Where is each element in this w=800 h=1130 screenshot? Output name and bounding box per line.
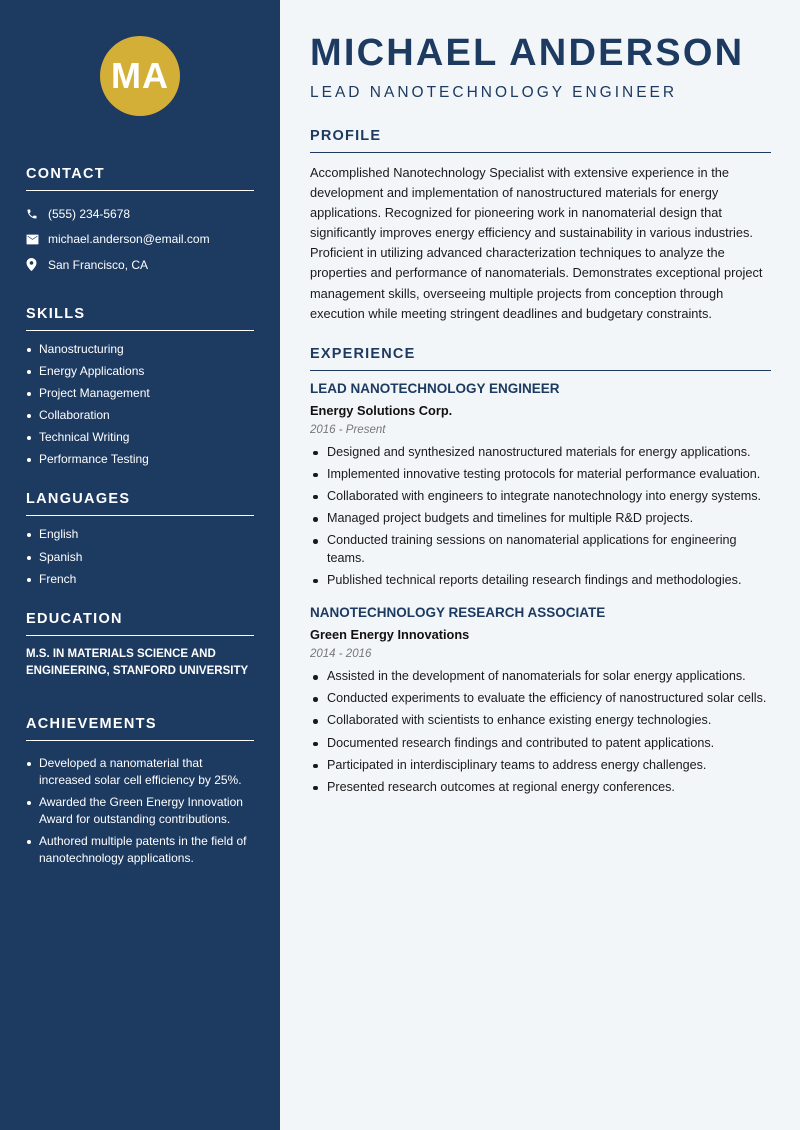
achievements-list bbox=[26, 755, 254, 867]
list-item: Project Management bbox=[26, 385, 254, 402]
languages-heading: LANGUAGES bbox=[26, 491, 254, 516]
education-degree: M.S. IN MATERIALS SCIENCE AND ENGINEERING, STANFORD UNIVERSITY bbox=[26, 647, 249, 677]
contact-list bbox=[26, 201, 254, 278]
list-item: Collaborated with scientists to enhance existing energy technologies. bbox=[310, 712, 771, 730]
profile-text: Accomplished Nanotechnology Specialist with extensive experience in the development and implementation of nanostructured materials for energy applications. Recognized for pioneering work in nanomaterial design that significantly improves energy efficiency and sustainability in various industries. Proficient in utilizing advanced characterization techniques to analyze the properties and performance of nanomaterials. Demonstrates exceptional project management skills, overseeing multiple projects from conception through execution while meeting stringent deadlines and budgetary constraints. bbox=[310, 165, 763, 321]
achievements-section bbox=[26, 716, 254, 867]
skills-heading: SKILLS bbox=[26, 306, 254, 331]
list-item: Collaborated with engineers to integrate nanotechnology into energy systems. bbox=[310, 488, 771, 506]
contact-phone bbox=[26, 201, 254, 227]
email-text: michael.anderson@email.com bbox=[48, 232, 210, 247]
job-dates: 2016 - Present bbox=[310, 423, 386, 436]
list-item: Assisted in the development of nanomaterials for solar energy applications. bbox=[310, 668, 771, 686]
list-item: Published technical reports detailing research findings and methodologies. bbox=[310, 572, 771, 590]
list-item: Documented research findings and contributed to patent applications. bbox=[310, 735, 771, 753]
sidebar bbox=[0, 0, 280, 1130]
job-entry bbox=[310, 605, 771, 796]
email-icon bbox=[26, 234, 48, 245]
avatar bbox=[100, 36, 180, 116]
skills-list bbox=[26, 341, 254, 469]
achievements-heading: ACHIEVEMENTS bbox=[26, 716, 254, 741]
list-item: French bbox=[26, 571, 254, 588]
list-item: Technical Writing bbox=[26, 429, 254, 446]
main-content bbox=[280, 0, 800, 1130]
list-item: Authored multiple patents in the field of nanotechnology applications. bbox=[26, 833, 254, 867]
job-role: LEAD NANOTECHNOLOGY ENGINEER bbox=[310, 380, 560, 396]
avatar-initials: MA bbox=[111, 55, 169, 96]
profile-heading: PROFILE bbox=[310, 128, 771, 153]
list-item: Presented research outcomes at regional energy conferences. bbox=[310, 779, 771, 797]
education-section bbox=[26, 611, 254, 680]
location-text: San Francisco, CA bbox=[48, 257, 149, 272]
profile-section bbox=[310, 128, 771, 324]
list-item: Conducted training sessions on nanomaterial applications for engineering teams. bbox=[310, 532, 771, 567]
candidate-name: MICHAEL ANDERSON bbox=[310, 32, 745, 74]
languages-list bbox=[26, 526, 254, 587]
job-bullets bbox=[310, 444, 771, 589]
list-item: Spanish bbox=[26, 549, 254, 566]
location-pin-icon bbox=[26, 258, 48, 271]
list-item: Designed and synthesized nanostructured materials for energy applications. bbox=[310, 444, 771, 462]
list-item: English bbox=[26, 526, 254, 543]
contact-email bbox=[26, 227, 254, 253]
skills-section bbox=[26, 306, 254, 469]
job-bullets bbox=[310, 668, 771, 796]
list-item: Collaboration bbox=[26, 407, 254, 424]
list-item: Managed project budgets and timelines for multiple R&D projects. bbox=[310, 510, 771, 528]
candidate-title: LEAD NANOTECHNOLOGY ENGINEER bbox=[310, 84, 678, 101]
experience-section bbox=[310, 346, 771, 796]
job-company: Energy Solutions Corp. bbox=[310, 402, 453, 418]
list-item: Conducted experiments to evaluate the efficiency of nanostructured solar cells. bbox=[310, 690, 771, 708]
phone-icon bbox=[26, 208, 48, 220]
job-entry bbox=[310, 381, 771, 589]
list-item: Performance Testing bbox=[26, 451, 254, 468]
list-item: Participated in interdisciplinary teams to address energy challenges. bbox=[310, 757, 771, 775]
contact-location bbox=[26, 252, 254, 278]
list-item: Energy Applications bbox=[26, 363, 254, 380]
job-dates: 2014 - 2016 bbox=[310, 648, 372, 661]
contact-heading: CONTACT bbox=[26, 166, 254, 191]
list-item: Nanostructuring bbox=[26, 341, 254, 358]
contact-section bbox=[26, 166, 254, 278]
experience-heading: EXPERIENCE bbox=[310, 346, 771, 371]
languages-section bbox=[26, 491, 254, 587]
phone-text: (555) 234-5678 bbox=[48, 206, 131, 221]
list-item: Developed a nanomaterial that increased solar cell efficiency by 25%. bbox=[26, 755, 254, 789]
job-role: NANOTECHNOLOGY RESEARCH ASSOCIATE bbox=[310, 605, 606, 621]
list-item: Implemented innovative testing protocols for material performance evaluation. bbox=[310, 466, 771, 484]
list-item: Awarded the Green Energy Innovation Award for outstanding contributions. bbox=[26, 794, 254, 828]
education-heading: EDUCATION bbox=[26, 611, 254, 636]
job-company: Green Energy Innovations bbox=[310, 627, 470, 643]
